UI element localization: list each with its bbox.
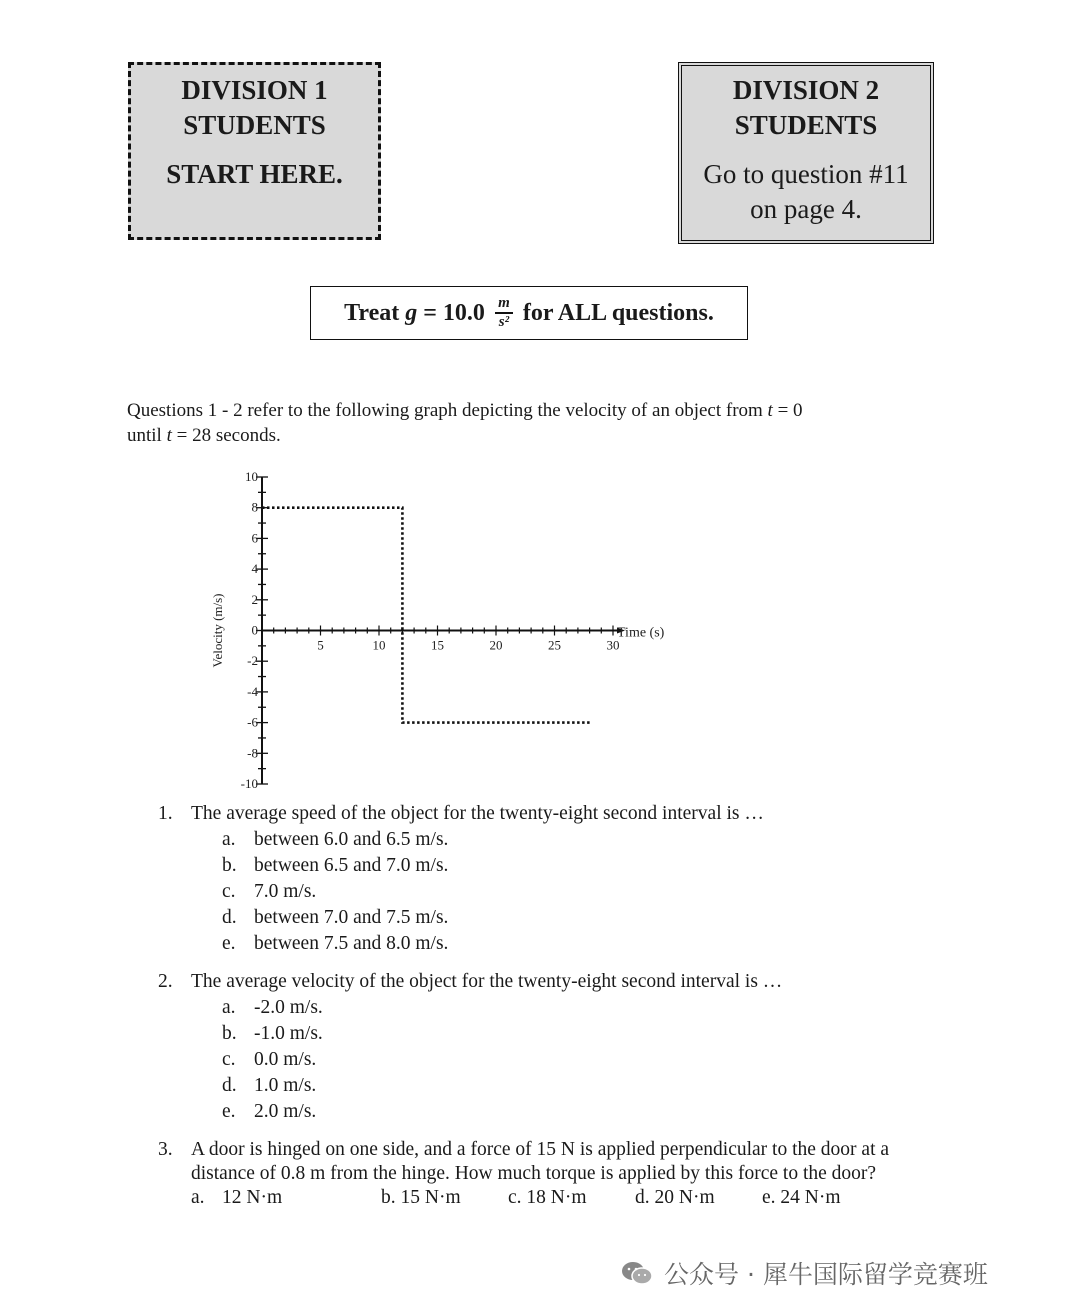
y-tick-label: 0 <box>251 622 258 638</box>
watermark-text: 公众号 · 犀牛国际留学竞赛班 <box>664 1260 988 1289</box>
option-letter[interactable]: e. <box>222 1101 236 1122</box>
option-text[interactable]: 1.0 m/s. <box>254 1075 317 1096</box>
question-number: 3. <box>158 1139 173 1160</box>
question-text: The average speed of the object for the twenty-eight second interval is … <box>191 803 764 824</box>
y-tick-label: 8 <box>251 499 258 515</box>
x-tick-label: 5 <box>317 637 324 653</box>
x-tick-label: 20 <box>489 637 503 653</box>
y-tick-label: -8 <box>247 745 258 761</box>
option-text[interactable]: b. 15 N·m <box>381 1187 461 1208</box>
option-text[interactable]: 2.0 m/s. <box>254 1101 317 1122</box>
option-text[interactable]: c. 18 N·m <box>508 1187 587 1208</box>
option-text[interactable]: between 7.0 and 7.5 m/s. <box>254 907 449 928</box>
gravity-variable: g <box>405 299 418 326</box>
division-2-subtitle: STUDENTS <box>734 110 878 140</box>
gravity-unit-denominator: s² <box>498 313 510 330</box>
gravity-value: = 10.0 <box>423 299 485 326</box>
division-1-title: DIVISION 1 <box>181 75 328 105</box>
option-text[interactable]: e. 24 N·m <box>762 1187 841 1208</box>
y-tick-label: 2 <box>251 591 258 607</box>
option-letter[interactable]: d. <box>222 1075 237 1096</box>
x-tick-label: 30 <box>606 637 620 653</box>
x-tick-label: 10 <box>372 637 386 653</box>
gravity-suffix: for ALL questions. <box>522 299 714 326</box>
question-number: 2. <box>158 971 173 992</box>
division-2-instruction: Go to question #11 <box>703 159 909 189</box>
option-text[interactable]: -2.0 m/s. <box>254 997 323 1018</box>
option-letter[interactable]: b. <box>222 1023 237 1044</box>
y-axis-label: Velocity (m/s) <box>210 593 225 668</box>
option-text[interactable]: 7.0 m/s. <box>254 881 317 902</box>
y-tick-label: 4 <box>251 561 258 577</box>
question-text-line-1: A door is hinged on one side, and a force of 15 N is applied perpendicular to the door at a <box>191 1139 890 1160</box>
x-axis-label: Time (s) <box>617 625 665 641</box>
gravity-prefix: Treat <box>344 299 400 326</box>
option-text[interactable]: between 6.0 and 6.5 m/s. <box>254 829 449 850</box>
gravity-note <box>310 286 748 340</box>
y-tick-label: -6 <box>247 714 258 730</box>
option-text[interactable]: between 6.5 and 7.0 m/s. <box>254 855 449 876</box>
intro-text-4: = 28 seconds. <box>171 425 281 446</box>
division-2-title: DIVISION 2 <box>732 75 880 105</box>
question-text: The average velocity of the object for the twenty-eight second interval is … <box>191 971 783 992</box>
option-text[interactable]: between 7.5 and 8.0 m/s. <box>254 933 449 954</box>
y-tick-label: 10 <box>245 469 258 484</box>
option-text[interactable]: d. 20 N·m <box>635 1187 715 1208</box>
gravity-unit-numerator: m <box>498 295 510 312</box>
intro-text-1: Questions 1 - 2 refer to the following graph depicting the velocity of an object from <box>127 400 768 421</box>
option-letter[interactable]: a. <box>222 997 236 1018</box>
division-2-page-ref: on page 4. <box>750 194 862 224</box>
y-tick-label: 6 <box>251 530 258 546</box>
option-letter[interactable]: d. <box>222 907 237 928</box>
division-1-instruction: START HERE. <box>166 159 343 189</box>
intro-text-2: = 0 <box>772 400 803 421</box>
y-tick-label: -4 <box>247 683 258 699</box>
question-number: 1. <box>158 803 173 824</box>
division-1-subtitle: STUDENTS <box>183 110 326 140</box>
gravity-unit <box>495 296 513 330</box>
division-2-box <box>678 62 934 244</box>
questions-intro <box>127 398 947 448</box>
option-letter[interactable]: c. <box>222 881 236 902</box>
intro-var-t1: t <box>767 400 773 421</box>
intro-text-3: until <box>127 425 167 446</box>
division-1-box <box>128 62 381 240</box>
question-text-line-2: distance of 0.8 m from the hinge. How much torque is applied by this force to the door? <box>191 1163 877 1184</box>
wechat-icon <box>620 1260 654 1286</box>
y-tick-label: -2 <box>247 653 258 669</box>
x-tick-label: 15 <box>431 637 444 653</box>
option-letter[interactable]: a. <box>222 829 236 850</box>
option-letter[interactable]: b. <box>222 855 237 876</box>
option-text[interactable]: 0.0 m/s. <box>254 1049 317 1070</box>
velocity-series-line <box>262 508 590 723</box>
intro-var-t2: t <box>166 425 172 446</box>
velocity-time-chart <box>200 462 700 802</box>
y-tick-label: -10 <box>240 776 258 791</box>
x-tick-label: 25 <box>548 637 561 653</box>
option-text[interactable]: -1.0 m/s. <box>254 1023 323 1044</box>
option-letter[interactable]: e. <box>222 933 236 954</box>
option-letter[interactable]: c. <box>222 1049 236 1070</box>
option-text[interactable]: 12 N·m <box>222 1187 283 1208</box>
option-letter[interactable]: a. <box>191 1187 205 1208</box>
watermark <box>620 1255 988 1291</box>
